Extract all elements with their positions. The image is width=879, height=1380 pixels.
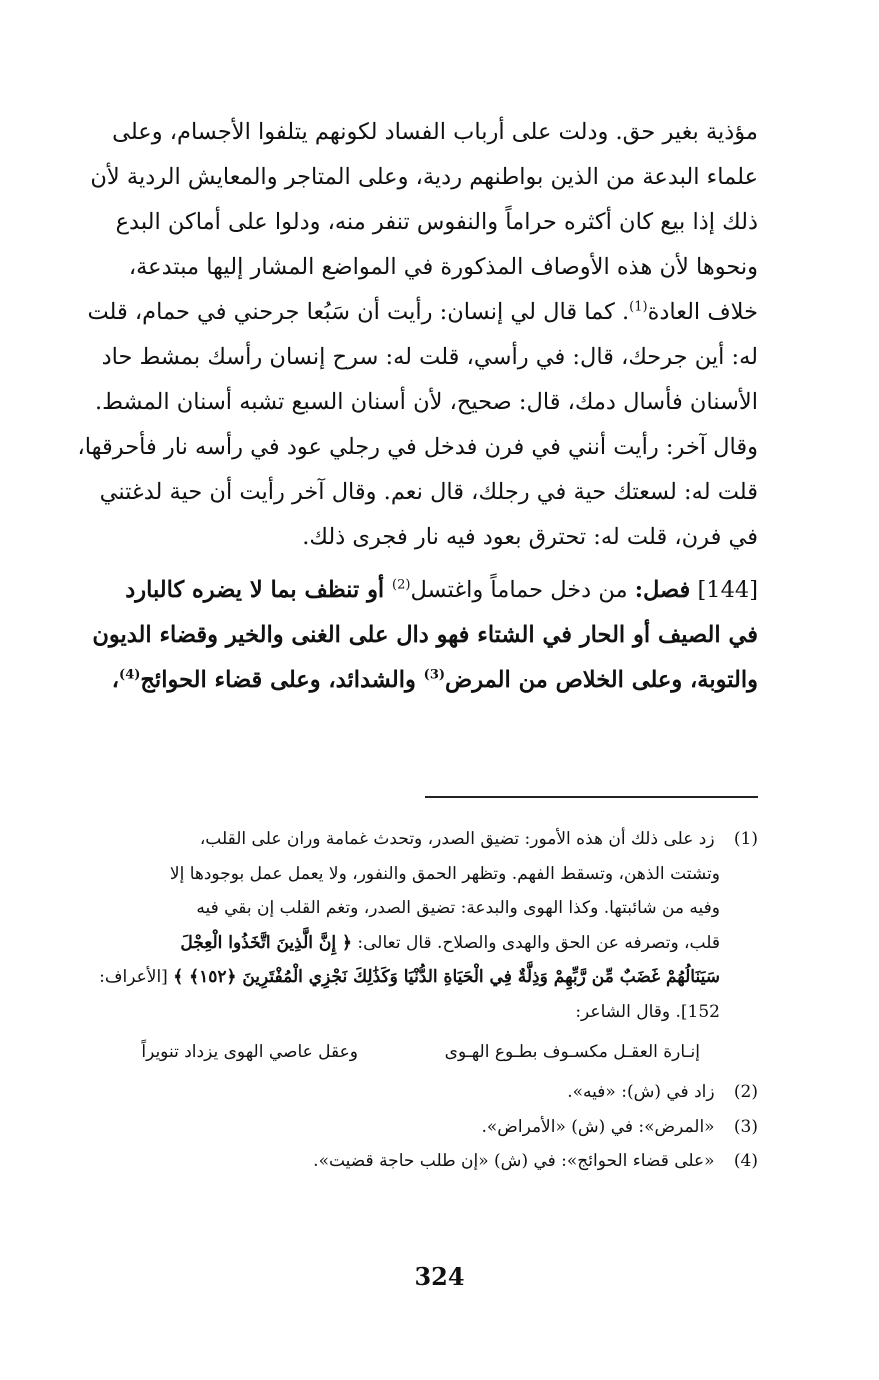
text-line: له: أين جرحك، قال: في رأسي، قلت له: سرح إنسان رأسك بمشط حاد bbox=[101, 344, 758, 370]
footnote-3 bbox=[18, 1110, 758, 1145]
footnote-number: (2) bbox=[733, 1082, 758, 1102]
footnote-text: «على قضاء الحوائج»: في (ش) «إن طلب حاجة قضيت». bbox=[313, 1151, 715, 1171]
footnote-number: (4) bbox=[733, 1151, 758, 1171]
text-segment: والتوبة، وعلى الخلاص من المرض bbox=[445, 667, 758, 693]
text-segment: خلاف العادة bbox=[647, 299, 758, 325]
text-line: مؤذية بغير حق. ودلت على أرباب الفساد لكونهم يتلفوا الأجسام، وعلى bbox=[112, 119, 758, 145]
section-line bbox=[18, 568, 758, 613]
text-segment: من دخل حماماً واغتسل bbox=[410, 577, 635, 603]
footnote-text: قلب، وتصرفه عن الحق والهدى والصلاح. قال تعالى: bbox=[351, 932, 720, 953]
footnote-2 bbox=[18, 1075, 758, 1110]
footnote-text: زد على ذلك أن هذه الأمور: تضيق الصدر، وتحدث غمامة وران على القلب، bbox=[199, 829, 715, 849]
text-line: قلت له: لسعتك حية في رجلك، قال نعم. وقال آخر رأيت أن حية لدغتني bbox=[99, 479, 758, 505]
text-segment: . كما قال لي إنسان: رأيت أن سَبُعا جرحني في حمام، قلت bbox=[87, 299, 630, 325]
poem-verse bbox=[18, 1029, 758, 1075]
text-line: علماء البدعة من الذين بواطنهم ردية، وعلى المتاجر والمعايش الردية لأن bbox=[90, 164, 758, 190]
text-line: وقال آخر: رأيت أنني في فرن فدخل في رجلي عود في رأسه نار فأحرقها، bbox=[77, 434, 758, 460]
text-line: ذلك إذا بيع كان أكثره حراماً والنفوس تنفر منه، ودلوا على أماكن البدع bbox=[115, 209, 758, 235]
footnote-line: وفيه من شائبتها. وكذا الهوى والبدعة: تضيق الصدر، وتغم القلب إن بقي فيه bbox=[196, 898, 720, 918]
footnote-4 bbox=[18, 1144, 758, 1179]
main-text bbox=[18, 110, 758, 703]
footnote-line: وتشتت الذهن، وتسقط الفهم. وتظهر الحمق والنفور، ولا يعمل عمل بوجودها إلا bbox=[169, 863, 720, 884]
footnote-number: (1) bbox=[733, 829, 758, 849]
footnote-text: زاد في (ش): «فيه». bbox=[567, 1082, 715, 1102]
footnote-divider bbox=[425, 796, 758, 798]
section-144 bbox=[18, 568, 758, 703]
footnote-ref-2: (2) bbox=[392, 577, 411, 593]
text-segment: أو تنظف بما لا يضره كالبارد bbox=[125, 577, 393, 603]
footnote-line bbox=[18, 960, 758, 995]
footnote-line bbox=[18, 926, 758, 961]
footnotes bbox=[18, 822, 758, 1179]
footnote-1 bbox=[18, 822, 758, 857]
text-line: ونحوها لأن هذه الأوصاف المذكورة في المواضع المشار إليها مبتدعة، bbox=[128, 254, 758, 280]
text-segment: والشدائد، وعلى قضاء الحوائج bbox=[140, 667, 424, 693]
quran-verse: ﴿ إِنَّ الَّذِينَ اتَّخَذُوا الْعِجْلَ bbox=[180, 932, 352, 953]
section-label: فصل: bbox=[634, 577, 691, 603]
poem-hemistich-first: إنـارة العقـل مكسـوف بطـوع الهـوى bbox=[444, 1042, 700, 1062]
footnote-number: (3) bbox=[733, 1116, 758, 1137]
footnote-text: «المرض»: في (ش) «الأمراض». bbox=[481, 1116, 715, 1137]
poem-hemistich-second: وعقل عاصي الهوى يزداد تنويراً bbox=[141, 1042, 358, 1062]
section-number: [144] bbox=[697, 577, 758, 603]
verse-reference: [الأعراف: bbox=[99, 967, 174, 987]
text-line bbox=[18, 290, 758, 335]
footnote-line: 152]. وقال الشاعر: bbox=[575, 1001, 720, 1022]
footnote-ref-1: (1) bbox=[629, 299, 648, 315]
text-line: في فرن، قلت له: تحترق بعود فيه نار فجرى ذلك. bbox=[302, 524, 758, 550]
quran-verse: سَيَنَالُهُمْ غَضَبٌ مِّن رَّبِّهِمْ وَذِلَّةٌ فِي الْحَيَاةِ الدُّنْيَا وَكَذَٰلِكَ نَجْزِي الْمُفْتَرِينَ ﴿١٥٢﴾ ﴾ bbox=[173, 967, 720, 987]
page-number: 324 bbox=[414, 1262, 465, 1291]
section-line: في الصيف أو الحار في الشتاء فهو دال على الغنى والخير وقضاء الديون bbox=[92, 622, 758, 648]
footnote-ref-4: (4) bbox=[119, 667, 141, 683]
section-line bbox=[18, 658, 758, 703]
text-line: الأسنان فأسال دمك، قال: صحيح، لأن أسنان السبع تشبه أسنان المشط. bbox=[94, 389, 758, 415]
footnote-ref-3: (3) bbox=[423, 667, 446, 683]
text-segment: ، bbox=[111, 667, 120, 693]
